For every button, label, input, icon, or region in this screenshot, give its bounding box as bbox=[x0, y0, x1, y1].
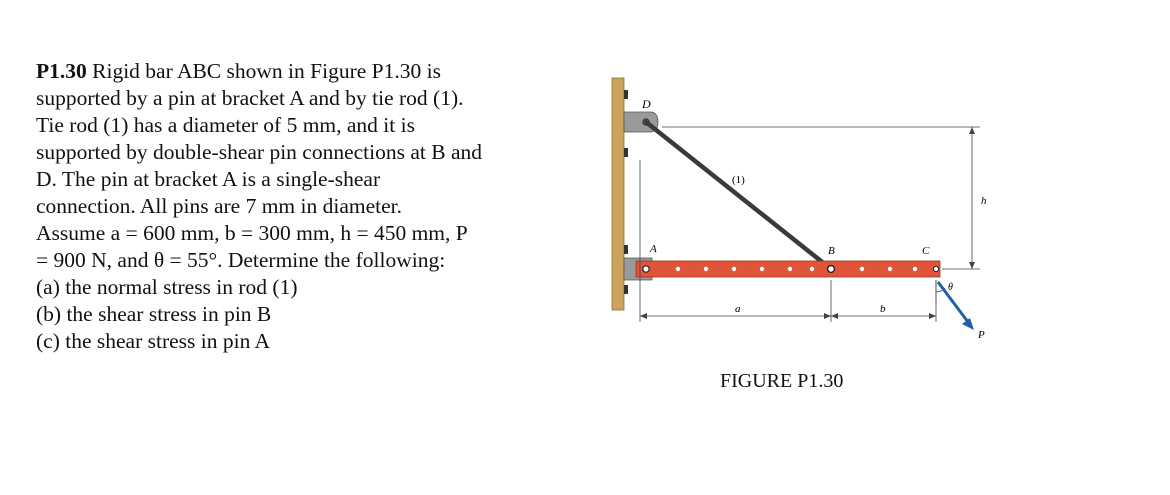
question-c: (c) the shear stress in pin A bbox=[36, 329, 271, 353]
problem-line-5: D. The pin at bracket A is a single-shear bbox=[36, 167, 381, 191]
point-c bbox=[933, 266, 938, 271]
problem-line-2: supported by a pin at bracket A and by tie rod (1). bbox=[36, 86, 464, 110]
label-b-dimension: b bbox=[880, 303, 886, 315]
problem-line-8: = 900 N, and θ = 55°. Determine the following: bbox=[36, 248, 446, 272]
label-a: A bbox=[650, 243, 657, 255]
label-rod-1: (1) bbox=[732, 174, 745, 186]
question-b: (b) the shear stress in pin B bbox=[36, 302, 272, 326]
pin-a bbox=[643, 266, 649, 272]
label-h-dimension: h bbox=[981, 195, 987, 207]
problem-line-6: connection. All pins are 7 mm in diameter. bbox=[36, 194, 403, 218]
problem-line-1 bbox=[36, 58, 596, 85]
figure-caption: FIGURE P1.30 bbox=[720, 370, 844, 392]
label-d: D bbox=[642, 97, 651, 111]
load-p-arrowhead bbox=[962, 318, 974, 330]
problem-text: Rigid bar ABC shown in Figure P1.30 is bbox=[92, 59, 441, 83]
wall-bolt bbox=[624, 285, 628, 294]
tie-rod bbox=[646, 122, 831, 269]
wall-bolt bbox=[624, 90, 628, 99]
label-p: P bbox=[978, 329, 985, 341]
problem-line-4: supported by double-shear pin connections at B and bbox=[36, 140, 483, 164]
wall bbox=[612, 78, 624, 310]
question-a: (a) the normal stress in rod (1) bbox=[36, 275, 298, 299]
label-b: B bbox=[828, 245, 835, 257]
problem-line-3: Tie rod (1) has a diameter of 5 mm, and it is bbox=[36, 113, 415, 137]
problem-statement bbox=[36, 58, 596, 355]
pin-b bbox=[828, 266, 835, 273]
figure-p1-30 bbox=[600, 70, 1000, 350]
label-theta: θ bbox=[948, 282, 953, 293]
label-a-dimension: a bbox=[735, 303, 741, 315]
problem-number: P1.30 bbox=[36, 59, 87, 83]
wall-bolt bbox=[624, 245, 628, 254]
wall-bolt bbox=[624, 148, 628, 157]
load-p-arrow bbox=[938, 282, 968, 322]
label-c: C bbox=[922, 245, 930, 257]
problem-line-7: Assume a = 600 mm, b = 300 mm, h = 450 mm, P bbox=[36, 221, 468, 245]
